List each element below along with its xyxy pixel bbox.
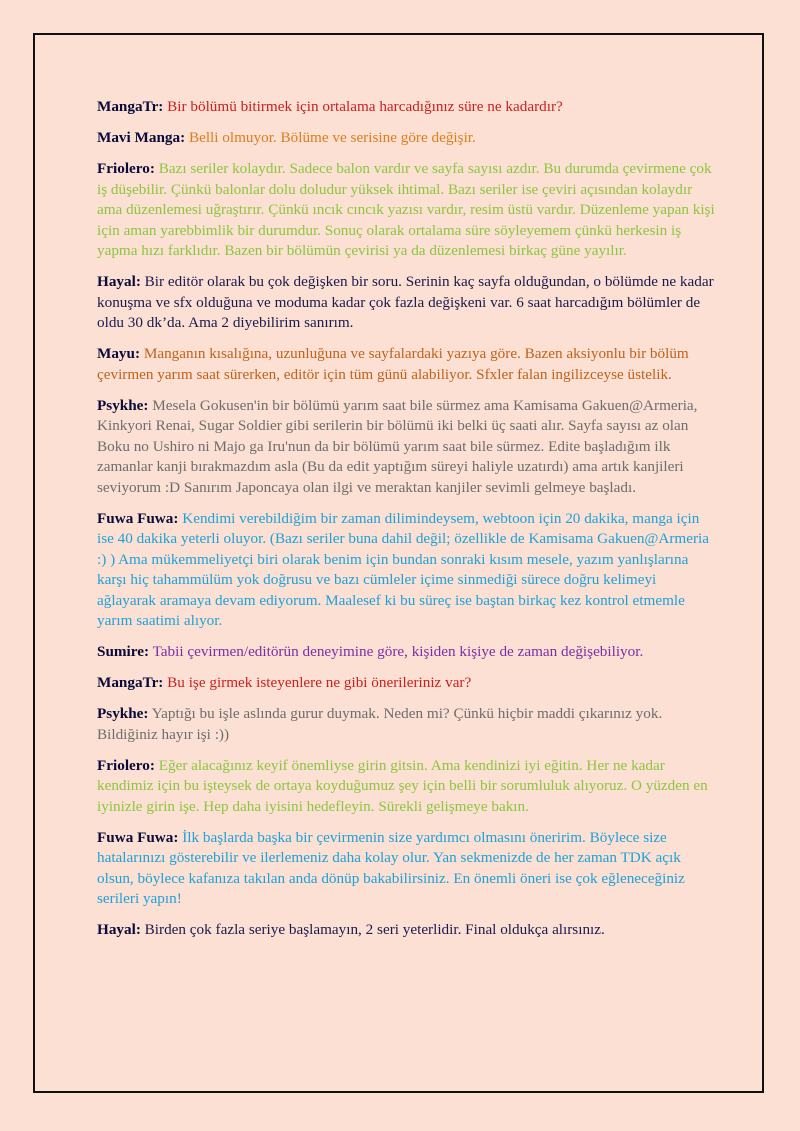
dialogue-text: Belli olmuyor. Bölüme ve serisine göre değişir. [188,129,476,146]
dialogue-entry [97,704,717,745]
speaker-name: Mavi Manga: [97,129,186,146]
dialogue-text: Bazı seriler kolaydır. Sadece balon vardır ve sayfa sayısı azdır. Bu durumda çevirmene çok iş düşebilir. Çünkü balonlar dolu doludur yüksek ihtimal. Bazı seriler ise çeviri açısından kolaydır ama düzenlemesi uğraştırır. Çünkü ıncık cıncık yazısı vardır, resim üstü vardır. Düzenleme yapan kişi için aman yarebbimlik bir durumdur. Sonuç olarak ortalama süre söyleyemem çünkü herkesin iş yapma hızı farklıdır. Bazen bir bölümün çevirisi ya da düzenlemesi birkaç güne yayılır. [97,160,715,259]
dialogue-entry [97,920,717,941]
dialogue-entry [97,509,717,632]
speaker-name: Sumire: [97,643,150,660]
speaker-name: Hayal: [97,273,141,290]
dialogue-entry [97,642,717,663]
dialogue-entry [97,396,717,499]
speaker-name: Fuwa Fuwa: [97,828,179,846]
dialogue-entry [97,673,717,694]
dialogue-text: Birden çok fazla seriye başlamayın, 2 seri yeterlidir. Final oldukça alırsınız. [144,921,605,938]
speaker-name: Friolero: [97,160,155,177]
dialogue-text: Manganın kısalığına, uzunluğuna ve sayfalardaki yazıya göre. Bazen aksiyonlu bir bölüm çevirmen yarım saat sürerken, editör için tüm günü alabiliyor. Sfxler falan ingilizceyse üstelik. [97,345,689,383]
dialogue-entry [97,128,717,149]
dialogue-text: Tabii çevirmen/editörün deneyimine göre, kişiden kişiye de zaman değişebiliyor. [152,643,644,660]
dialogue-entry [97,828,717,910]
speaker-name: Mayu: [97,345,141,362]
speaker-name: Psykhe: [97,705,149,722]
dialogue-entry [97,344,717,385]
dialogue-text: Bir bölümü bitirmek için ortalama harcadığınız süre ne kadardır? [167,98,563,115]
dialogue-entry [97,272,717,334]
dialogue-text: Kendimi verebildiğim bir zaman dilimindeysem, webtoon için 20 dakika, manga için ise 40 dakika yeterli oluyor. (Bazı seriler buna dahil değil; özellikle de Kamisama Gakuen@Armeria :) ) Ama mükemmeliyetçi biri olarak benim için bundan sonraki kısım mesele, yazım yanlışlarına karşı hiç tahammülüm yok doğrusu ve bazı cümleler içime sinmediği sürece doğru kelimeyi ağlayarak aramaya devam ediyorum. Maalesef ki bu süreç ise baştan birkaç kez kontrol etmemle yarım saatimi alıyor. [97,509,710,629]
speaker-name: MangaTr: [97,674,164,691]
dialogue-text: Bir editör olarak bu çok değişken bir soru. Serinin kaç sayfa olduğundan, o bölümde ne kadar konuşma ve sfx olduğuna ve moduma kadar çok fazla değişkeni var. 6 saat harcadığım bölümler de oldu 30 dk’da. Ama 2 diyebilirim sanırım. [97,273,714,331]
dialogue-text: Bu işe girmek isteyenlere ne gibi önerileriniz var? [167,674,472,691]
dialogue-text: İlk başlarda başka bir çevirmenin size yardımcı olmasını öneririm. Böylece size hatalarınızı gösterebilir ve ilerlemeniz daha kolay olur. Yan sekmenizde de her zaman TDK açık olsun, böylece kafanıza takılan anda dönüp bakabilirsiniz. En önemli öneri ise çok eğleneceğiniz serileri yapın! [97,828,685,907]
speaker-name: Friolero: [97,756,155,774]
speaker-name: MangaTr: [97,98,164,115]
speaker-name: Fuwa Fuwa: [97,509,179,527]
interview-body [97,97,717,951]
dialogue-text: Eğer alacağınız keyif önemliyse girin gitsin. Ama kendinizi iyi eğitin. Her ne kadar kendimiz için bu işteysek de ortaya koyduğumuz şey için belli bir sorumluluk alıyoruz. O yüzden en iyinizle girin işe. Hep daha iyisini hedefleyin. Sürekli gelişmeye bakın. [97,756,708,815]
dialogue-entry [97,97,717,118]
speaker-name: Hayal: [97,921,141,938]
speaker-name: Psykhe: [97,396,149,414]
dialogue-text: Mesela Gokusen'in bir bölümü yarım saat bile sürmez ama Kamisama Gakuen@Armeria, Kinkyori Renai, Sugar Soldier gibi serilerin bir bölümü iki belki üç saati alır. Sayfa sayısı az olan Boku no Ushiro ni Majo ga Iru'nun da bir bölümü yarım saat bile sürmez. Edite başladığım ilk zamanlar kanji bırakmazdım asla (Bu da edit yaptığım süreyi haliyle uzatırdı) ama artık kanjileri seviyorum :D Sanırım Japoncaya olan ilgi ve meraktan kanjiler sevimli gelmeye başladı. [97,396,698,496]
dialogue-entry [97,159,717,262]
dialogue-entry [97,756,717,818]
dialogue-text: Yaptığı bu işle aslında gurur duymak. Neden mi? Çünkü hiçbir maddi çıkarınız yok. Bildiğiniz hayır işi :)) [97,705,663,743]
